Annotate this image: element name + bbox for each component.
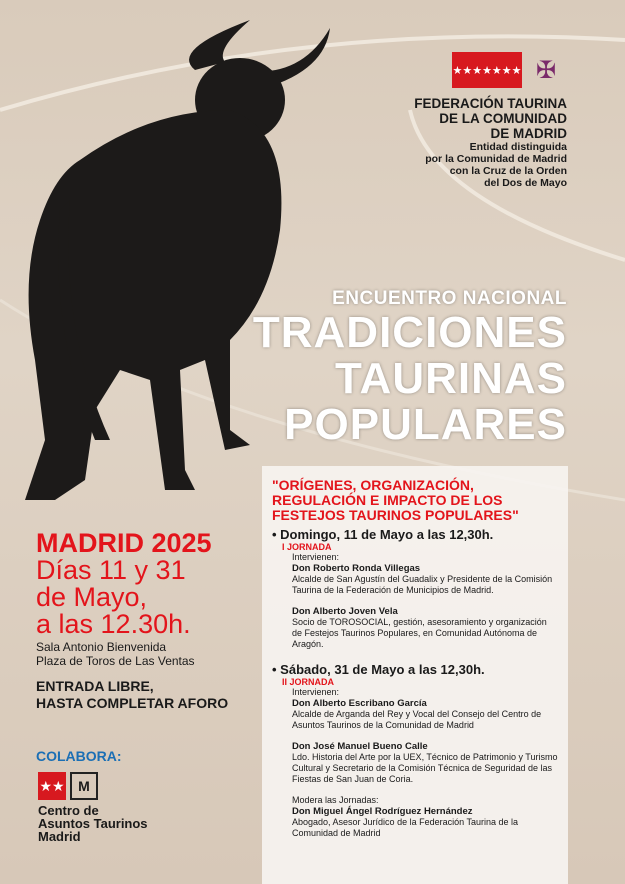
org-name: Centro de bbox=[38, 803, 99, 818]
speaker-desc: Ldo. Historia del Arte por la UEX, Técnico de Patrimonio y Turismo Cultural y Secretario de la Comisión Técnica de Seguridad de las Fiestas de San Juan de Coria. bbox=[292, 752, 558, 784]
moderator-name: Don Miguel Ángel Rodríguez Hernández bbox=[292, 806, 473, 817]
federation-note: del Dos de Mayo bbox=[484, 177, 567, 189]
speaker-name: Don Alberto Escribano García bbox=[292, 698, 427, 709]
speaker-name: Don Alberto Joven Vela bbox=[292, 606, 398, 617]
program-panel bbox=[262, 466, 568, 884]
federation-name: DE LA COMUNIDAD bbox=[439, 111, 567, 126]
speaker-name: Don Roberto Ronda Villegas bbox=[292, 563, 421, 574]
session-label: II JORNADA bbox=[282, 677, 335, 687]
collaborator-logo bbox=[38, 772, 148, 843]
entry-note: HASTA COMPLETAR AFORO bbox=[36, 695, 229, 711]
session-date: • Sábado, 31 de Mayo a las 12,30h. bbox=[272, 662, 485, 677]
madrid-flag-icon: ★★★★★★★ bbox=[452, 52, 522, 88]
speaker-desc: Alcalde de San Agustín del Guadalix y Presidente de la Comisión Taurina de la Federación de Municipios de Madrid. bbox=[292, 574, 553, 595]
moderator-label: Modera las Jornadas: bbox=[292, 795, 379, 805]
colabora-label: COLABORA: bbox=[36, 748, 122, 764]
event-dates: de Mayo, bbox=[36, 582, 148, 612]
federation-block bbox=[414, 96, 567, 189]
venue: Plaza de Toros de Las Ventas bbox=[36, 654, 195, 668]
event-dates: Días 11 y 31 bbox=[36, 555, 186, 585]
org-name: Madrid bbox=[38, 829, 81, 844]
title-line: TAURINAS bbox=[334, 354, 567, 403]
madrid-flag-icon: ★★ bbox=[38, 772, 66, 800]
event-details bbox=[36, 530, 228, 712]
entry-note: ENTRADA LIBRE, bbox=[36, 678, 154, 694]
speaker-desc: Alcalde de Arganda del Rey y Vocal del Consejo del Centro de Asuntos Taurinos de la Comunidad de Madrid bbox=[292, 709, 542, 730]
sponsor-logos bbox=[452, 52, 564, 88]
federation-name: DE MADRID bbox=[490, 126, 567, 141]
title-line: POPULARES bbox=[284, 400, 567, 449]
federation-name: FEDERACIÓN TAURINA bbox=[414, 96, 567, 111]
federation-crest-icon: ✠ bbox=[535, 56, 557, 84]
federation-note: por la Comunidad de Madrid bbox=[425, 153, 567, 165]
moderator-desc: Abogado, Asesor Jurídico de la Federación Taurina de la Comunidad de Madrid bbox=[292, 817, 518, 838]
event-kicker: ENCUENTRO NACIONAL bbox=[332, 288, 567, 309]
event-city: MADRID 2025 bbox=[36, 528, 212, 558]
federation-note: con la Cruz de la Orden bbox=[449, 165, 567, 177]
event-title bbox=[253, 288, 567, 448]
speaker-name: Don José Manuel Bueno Calle bbox=[292, 741, 428, 752]
speaker-desc: Socio de TOROSOCIAL, gestión, asesoramiento y organización de Festejos Taurinos Populares, en Comunidad Autónoma de Aragón. bbox=[292, 617, 547, 649]
bullring-icon: M bbox=[70, 772, 98, 800]
program-title: "ORÍGENES, ORGANIZACIÓN, REGULACIÓN E IMPACTO DE LOS FESTEJOS TAURINOS POPULARES" bbox=[272, 477, 519, 523]
federation-note: Entidad distinguida bbox=[469, 141, 567, 153]
event-time: a las 12.30h. bbox=[36, 609, 191, 639]
session-label: I JORNADA bbox=[282, 542, 332, 552]
speakers-label: Intervienen: bbox=[292, 687, 340, 697]
title-line: TRADICIONES bbox=[252, 308, 567, 357]
session-date: • Domingo, 11 de Mayo a las 12,30h. bbox=[272, 527, 494, 542]
speakers-label: Intervienen: bbox=[292, 552, 340, 562]
org-name: Asuntos Taurinos bbox=[38, 816, 148, 831]
venue: Sala Antonio Bienvenida bbox=[36, 640, 167, 654]
